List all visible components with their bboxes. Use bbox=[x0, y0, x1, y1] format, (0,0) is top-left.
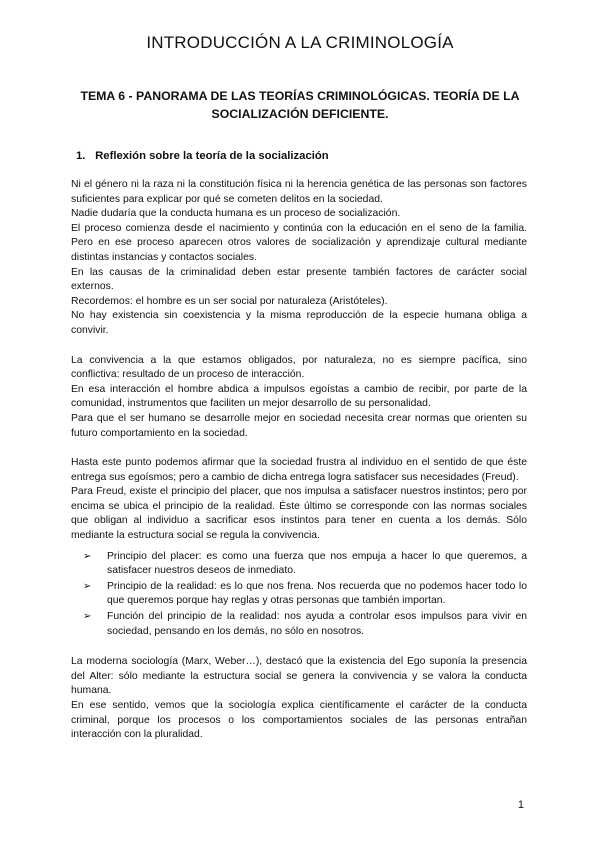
paragraph: No hay existencia sin coexistencia y la misma reproducción de la especie humana obliga a convivir. bbox=[71, 310, 527, 336]
list-item-text: Principio del placer: es como una fuerza que nos empuja a hacer lo que queremos, a satisfacer nuestros deseos de inmediato. bbox=[107, 550, 527, 577]
paragraph: Para que el ser humano se desarrolle mejor en sociedad necesita crear normas que orienten su futuro comportamiento en la sociedad. bbox=[71, 412, 527, 439]
list-item-text: Principio de la realidad: es lo que nos frena. Nos recuerda que no podemos hacer todo lo que queremos porque hay reglas y otras personas que también importan. bbox=[107, 580, 527, 607]
paragraph-gap bbox=[71, 441, 527, 456]
paragraph: Ni el género ni la raza ni la constitución física ni la herencia genética de las personas son factores suficientes para explicar por qué se cometen delitos en la sociedad. bbox=[71, 179, 527, 205]
list-item bbox=[71, 550, 527, 579]
list-item bbox=[71, 610, 527, 639]
paragraph-gap bbox=[71, 640, 527, 655]
lesson-title: TEMA 6 - PANORAMA DE LAS TEORÍAS CRIMINOLÓGICAS. TEORÍA DE LA SOCIALIZACIÓN DEFICIENTE. bbox=[80, 89, 520, 121]
paragraph: La convivencia a la que estamos obligados, por naturaleza, no es siempre pacífica, sino conflictiva: resultado de un proceso de interacción. bbox=[71, 354, 527, 381]
section-heading bbox=[76, 150, 329, 162]
course-header: INTRODUCCIÓN A LA CRIMINOLOGÍA bbox=[146, 33, 454, 52]
paragraph: Para Freud, existe el principio del placer, que nos impulsa a satisfacer nuestros instintos; pero por encima se ubica el principio de la realidad. Éste último se corresponde con las normas sociales que obligan al individuo a sacrificar esos instintos para tener en cuenta a los demás. Sólo mediante la estructura social se regula la convivencia. bbox=[71, 486, 527, 542]
page-number: 1 bbox=[517, 799, 524, 811]
paragraph: El proceso comienza desde el nacimiento y continúa con la educación en el seno de la familia. Pero en ese proceso aparecen otros valores de socialización y aprendizaje cultural mediante distintas instancias y contactos sociales. bbox=[71, 222, 527, 263]
section-heading-text: Reflexión sobre la teoría de la socialización bbox=[95, 150, 329, 162]
paragraph: La moderna sociología (Marx, Weber…), destacó que la existencia del Ego suponía la presencia del Alter: sólo mediante la estructura social se genera la convivencia y se valora la conducta humana. bbox=[71, 656, 527, 697]
arrow-bullet-icon: ➢ bbox=[83, 611, 92, 623]
arrow-bullet-icon: ➢ bbox=[83, 550, 92, 562]
paragraph: En esa interacción el hombre abdica a impulsos egoístas a cambio de recibir, por parte de la comunidad, instrumentos que faciliten un mejor desarrollo de su personalidad. bbox=[71, 383, 527, 410]
arrow-bullet-icon: ➢ bbox=[83, 580, 92, 592]
paragraph: Nadie dudaría que la conducta humana es un proceso de socialización. bbox=[71, 208, 401, 220]
paragraph: En ese sentido, vemos que la sociología explica científicamente el carácter de la conducta criminal, porque los procesos o los comportamientos sociales de las personas entrañan interacción con la pluralidad. bbox=[71, 700, 527, 741]
list-item bbox=[71, 580, 527, 609]
paragraph-gap bbox=[71, 339, 527, 354]
paragraph: En las causas de la criminalidad deben estar presente también factores de carácter social externos. bbox=[71, 266, 527, 293]
section-number: 1. bbox=[76, 150, 86, 162]
paragraph: Hasta este punto podemos afirmar que la sociedad frustra al individuo en el sentido de que éste entrega sus egoísmos; pero a cambio de dicha entrega logra satisfacer sus necesidades (Freud). bbox=[71, 457, 527, 483]
list-item-text: Función del principio de la realidad: nos ayuda a controlar esos impulsos para vivir en sociedad, pensando en los demás, no sólo en nosotros. bbox=[107, 611, 527, 637]
document-body bbox=[71, 178, 527, 743]
bullet-list bbox=[71, 550, 527, 640]
paragraph: Recordemos: el hombre es un ser social por naturaleza (Aristóteles). bbox=[71, 295, 388, 307]
